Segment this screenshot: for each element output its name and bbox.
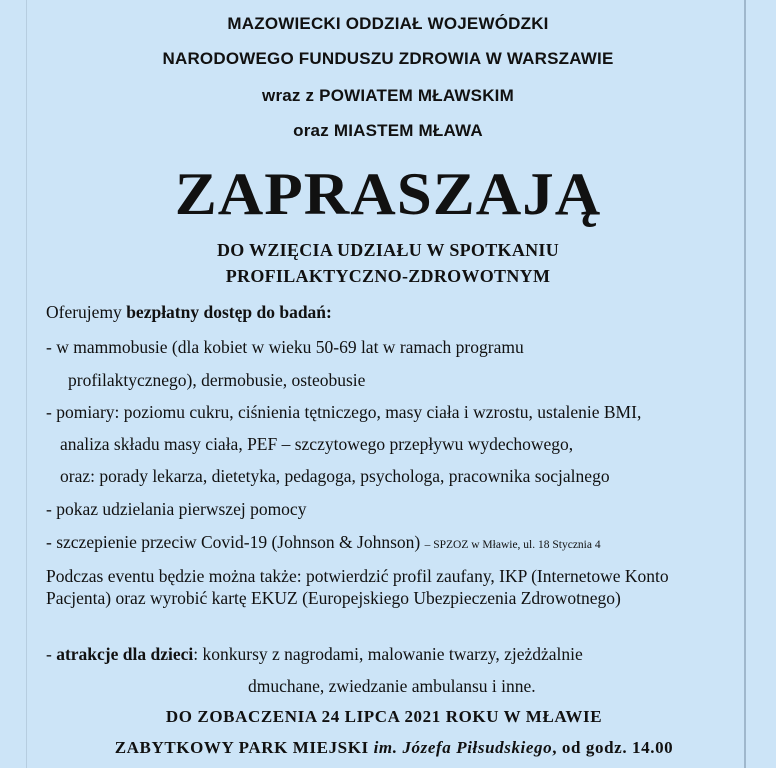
- item-kids-dash: -: [46, 644, 57, 664]
- intro-bold: bezpłatny dostęp do badań:: [126, 302, 332, 322]
- header-line-4: [0, 121, 776, 141]
- item-vaccination-location: – SPZOZ w Mławie, ul. 18 Stycznia 4: [424, 539, 601, 551]
- poster-right-edge: [744, 0, 746, 768]
- header-line-4-prefix: oraz: [293, 121, 334, 140]
- item-first-aid: - pokaz udzielania pierwszej pomocy: [46, 499, 307, 519]
- item-mammobus-line-2: profilaktycznego), dermobusie, osteobusie: [68, 370, 366, 390]
- item-vaccination: [46, 532, 601, 553]
- item-kids-rest: : konkursy z nagrodami, malowanie twarzy, zjeżdżalnie: [193, 644, 583, 664]
- footer-location-c: , od godz. 14.00: [552, 738, 674, 757]
- item-measurements-line-3: oraz: porady lekarza, dietetyka, pedagoga, psychologa, pracownika socjalnego: [60, 466, 610, 486]
- intro-line: [46, 302, 332, 323]
- footer-location-b: im. Józefa Piłsudskiego: [373, 738, 553, 757]
- header-line-1: MAZOWIECKI ODDZIAŁ WOJEWÓDZKI: [227, 14, 549, 33]
- item-measurements-line-1: - pomiary: poziomu cukru, ciśnienia tętniczego, masy ciała i wzrostu, ustalenie BMI,: [46, 402, 642, 422]
- headline: ZAPRASZAJĄ: [174, 160, 602, 228]
- event-paragraph: Podczas eventu będzie można także: potwierdzić profil zaufany, IKP (Internetowe Konto Pacjenta) oraz wyrobić kartę EKUZ (Europejskiego Ubezpieczenia Zdrowotnego): [46, 566, 669, 608]
- subtitle-line-2: PROFILAKTYCZNO-ZDROWOTNYM: [225, 266, 551, 286]
- header-line-2: NARODOWEGO FUNDUSZU ZDROWIA W WARSZAWIE: [162, 49, 614, 68]
- footer-date-line: DO ZOBACZENIA 24 LIPCA 2021 ROKU W MŁAWIE: [165, 707, 603, 726]
- footer-location-line: [6, 738, 776, 758]
- intro-prefix: Oferujemy: [46, 302, 127, 322]
- subtitle-line-1: DO WZIĘCIA UDZIAŁU W SPOTKANIU: [216, 240, 560, 260]
- header-line-4-bold: MIASTEM MŁAWA: [333, 121, 483, 140]
- item-kids-bold: atrakcje dla dzieci: [56, 644, 194, 664]
- header-line-3: [0, 86, 776, 106]
- header-line-3-bold: POWIATEM MŁAWSKIM: [319, 86, 514, 105]
- footer-location-a: ZABYTKOWY PARK MIEJSKI: [114, 738, 374, 757]
- poster-left-edge: [26, 0, 27, 768]
- item-kids-line-1: [46, 644, 583, 665]
- item-measurements-line-2: analiza składu masy ciała, PEF – szczytowego przepływu wydechowego,: [60, 434, 574, 454]
- header-line-3-prefix: wraz z: [262, 86, 320, 105]
- item-mammobus-line-1: - w mammobusie (dla kobiet w wieku 50-69 lat w ramach programu: [46, 337, 524, 357]
- item-kids-line-2: dmuchane, zwiedzanie ambulansu i inne.: [248, 676, 536, 696]
- item-vaccination-main: - szczepienie przeciw Covid-19 (Johnson & Johnson): [46, 532, 425, 552]
